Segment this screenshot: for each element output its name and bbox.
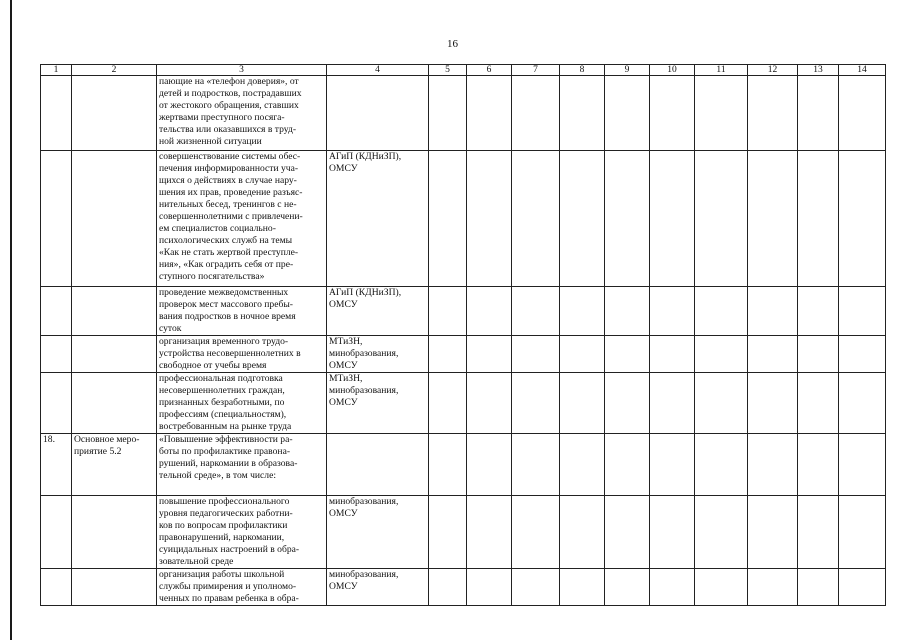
row-name bbox=[72, 336, 157, 373]
empty-cell bbox=[798, 336, 839, 373]
row-number bbox=[41, 496, 72, 569]
empty-cell bbox=[605, 434, 650, 496]
table-row bbox=[41, 336, 886, 373]
empty-cell bbox=[748, 76, 798, 151]
empty-cell bbox=[695, 76, 748, 151]
empty-cell bbox=[605, 76, 650, 151]
empty-cell bbox=[748, 373, 798, 434]
row-name bbox=[72, 76, 157, 151]
empty-cell bbox=[650, 76, 695, 151]
empty-cell bbox=[429, 287, 467, 336]
row-description: «Повышение эффективности ра- боты по профилактике правона- рушений, наркомании в образова- тельной среде», в том числе: bbox=[157, 434, 327, 496]
row-number bbox=[41, 76, 72, 151]
table-row bbox=[41, 569, 886, 606]
empty-cell bbox=[560, 287, 605, 336]
column-header-14: 14 bbox=[839, 65, 886, 76]
column-header-8: 8 bbox=[560, 65, 605, 76]
empty-cell bbox=[695, 336, 748, 373]
empty-cell bbox=[467, 373, 512, 434]
empty-cell bbox=[467, 336, 512, 373]
row-executor bbox=[327, 76, 429, 151]
empty-cell bbox=[839, 569, 886, 606]
row-executor: минобразования, ОМСУ bbox=[327, 496, 429, 569]
column-header-11: 11 bbox=[695, 65, 748, 76]
row-description: пающие на «телефон доверия», от детей и подростков, пострадавших от жестокого обращения, ставших жертвами преступного посяга- тельства или оказавшихся в труд- ной жизненной ситуации bbox=[157, 76, 327, 151]
empty-cell bbox=[748, 496, 798, 569]
empty-cell bbox=[512, 496, 560, 569]
empty-cell bbox=[798, 496, 839, 569]
empty-cell bbox=[560, 373, 605, 434]
row-executor: минобразования, ОМСУ bbox=[327, 569, 429, 606]
table-header-row bbox=[41, 65, 886, 76]
empty-cell bbox=[650, 434, 695, 496]
empty-cell bbox=[512, 373, 560, 434]
empty-cell bbox=[650, 336, 695, 373]
row-executor: МТиЗН, минобразования, ОМСУ bbox=[327, 336, 429, 373]
empty-cell bbox=[695, 496, 748, 569]
row-executor: АГиП (КДНиЗП), ОМСУ bbox=[327, 287, 429, 336]
row-description: повышение профессионального уровня педагогических работни- ков по вопросам профилактики правонарушений, наркомании, суицидальных настроений в обра- зовательной среде bbox=[157, 496, 327, 569]
empty-cell bbox=[429, 569, 467, 606]
empty-cell bbox=[839, 496, 886, 569]
empty-cell bbox=[512, 434, 560, 496]
row-number bbox=[41, 336, 72, 373]
empty-cell bbox=[695, 151, 748, 287]
empty-cell bbox=[748, 287, 798, 336]
empty-cell bbox=[605, 336, 650, 373]
empty-cell bbox=[512, 569, 560, 606]
row-description: проведение межведомственных проверок мест массового пребы- вания подростков в ночное время суток bbox=[157, 287, 327, 336]
empty-cell bbox=[748, 336, 798, 373]
table-row bbox=[41, 151, 886, 287]
empty-cell bbox=[748, 151, 798, 287]
empty-cell bbox=[429, 151, 467, 287]
empty-cell bbox=[467, 496, 512, 569]
empty-cell bbox=[695, 434, 748, 496]
empty-cell bbox=[650, 287, 695, 336]
column-header-7: 7 bbox=[512, 65, 560, 76]
table-row bbox=[41, 76, 886, 151]
empty-cell bbox=[798, 287, 839, 336]
empty-cell bbox=[839, 336, 886, 373]
empty-cell bbox=[512, 287, 560, 336]
empty-cell bbox=[467, 434, 512, 496]
plan-table bbox=[40, 64, 886, 606]
scan-edge bbox=[10, 0, 12, 640]
empty-cell bbox=[429, 496, 467, 569]
row-description: профессиональная подготовка несовершеннолетних граждан, признанных безработными, по профессиям (специальностям), востребованным на рынке труда bbox=[157, 373, 327, 434]
empty-cell bbox=[798, 569, 839, 606]
row-number bbox=[41, 569, 72, 606]
row-executor: АГиП (КДНиЗП), ОМСУ bbox=[327, 151, 429, 287]
empty-cell bbox=[467, 287, 512, 336]
empty-cell bbox=[560, 336, 605, 373]
empty-cell bbox=[512, 336, 560, 373]
column-header-9: 9 bbox=[605, 65, 650, 76]
empty-cell bbox=[748, 434, 798, 496]
empty-cell bbox=[605, 373, 650, 434]
row-executor bbox=[327, 434, 429, 496]
empty-cell bbox=[429, 373, 467, 434]
row-description: совершенствование системы обес- печения информированности уча- щихся о действиях в случае нару- шения их прав, проведение разъяс- нительных бесед, тренингов с не- совершеннолетними с привлечени- ем специалистов социально- психологических служб на темы «Как не стать жертвой преступле- ния», «Как оградить себя от пре- ступного посягательства» bbox=[157, 151, 327, 287]
empty-cell bbox=[748, 569, 798, 606]
empty-cell bbox=[839, 287, 886, 336]
empty-cell bbox=[695, 569, 748, 606]
row-description: организация временного трудо- устройства несовершеннолетних в свободное от учебы время bbox=[157, 336, 327, 373]
table-body bbox=[41, 65, 886, 606]
column-header-3: 3 bbox=[157, 65, 327, 76]
empty-cell bbox=[467, 151, 512, 287]
empty-cell bbox=[650, 151, 695, 287]
empty-cell bbox=[798, 76, 839, 151]
empty-cell bbox=[798, 373, 839, 434]
table-row bbox=[41, 373, 886, 434]
empty-cell bbox=[839, 373, 886, 434]
empty-cell bbox=[839, 434, 886, 496]
page-number: 16 bbox=[447, 38, 458, 50]
row-name bbox=[72, 569, 157, 606]
row-name bbox=[72, 151, 157, 287]
empty-cell bbox=[429, 76, 467, 151]
empty-cell bbox=[560, 569, 605, 606]
empty-cell bbox=[798, 434, 839, 496]
row-name: Основное меро- приятие 5.2 bbox=[72, 434, 157, 496]
empty-cell bbox=[467, 569, 512, 606]
empty-cell bbox=[605, 287, 650, 336]
empty-cell bbox=[839, 151, 886, 287]
column-header-1: 1 bbox=[41, 65, 72, 76]
column-header-5: 5 bbox=[429, 65, 467, 76]
empty-cell bbox=[798, 151, 839, 287]
table-row bbox=[41, 287, 886, 336]
empty-cell bbox=[650, 569, 695, 606]
empty-cell bbox=[467, 76, 512, 151]
row-number bbox=[41, 287, 72, 336]
row-number: 18. bbox=[41, 434, 72, 496]
empty-cell bbox=[650, 373, 695, 434]
empty-cell bbox=[560, 434, 605, 496]
column-header-12: 12 bbox=[748, 65, 798, 76]
empty-cell bbox=[605, 151, 650, 287]
row-number bbox=[41, 373, 72, 434]
column-header-10: 10 bbox=[650, 65, 695, 76]
row-name bbox=[72, 373, 157, 434]
empty-cell bbox=[560, 151, 605, 287]
column-header-13: 13 bbox=[798, 65, 839, 76]
table-row bbox=[41, 496, 886, 569]
empty-cell bbox=[605, 496, 650, 569]
empty-cell bbox=[695, 287, 748, 336]
empty-cell bbox=[560, 496, 605, 569]
column-header-6: 6 bbox=[467, 65, 512, 76]
row-number bbox=[41, 151, 72, 287]
row-name bbox=[72, 496, 157, 569]
empty-cell bbox=[512, 151, 560, 287]
row-executor: МТиЗН, минобразования, ОМСУ bbox=[327, 373, 429, 434]
empty-cell bbox=[560, 76, 605, 151]
empty-cell bbox=[512, 76, 560, 151]
empty-cell bbox=[839, 76, 886, 151]
empty-cell bbox=[605, 569, 650, 606]
empty-cell bbox=[695, 373, 748, 434]
column-header-2: 2 bbox=[72, 65, 157, 76]
column-header-4: 4 bbox=[327, 65, 429, 76]
empty-cell bbox=[429, 434, 467, 496]
row-description: организация работы школьной службы примирения и уполномо- ченных по правам ребенка в обра- bbox=[157, 569, 327, 606]
row-name bbox=[72, 287, 157, 336]
table-row bbox=[41, 434, 886, 496]
empty-cell bbox=[429, 336, 467, 373]
empty-cell bbox=[650, 496, 695, 569]
